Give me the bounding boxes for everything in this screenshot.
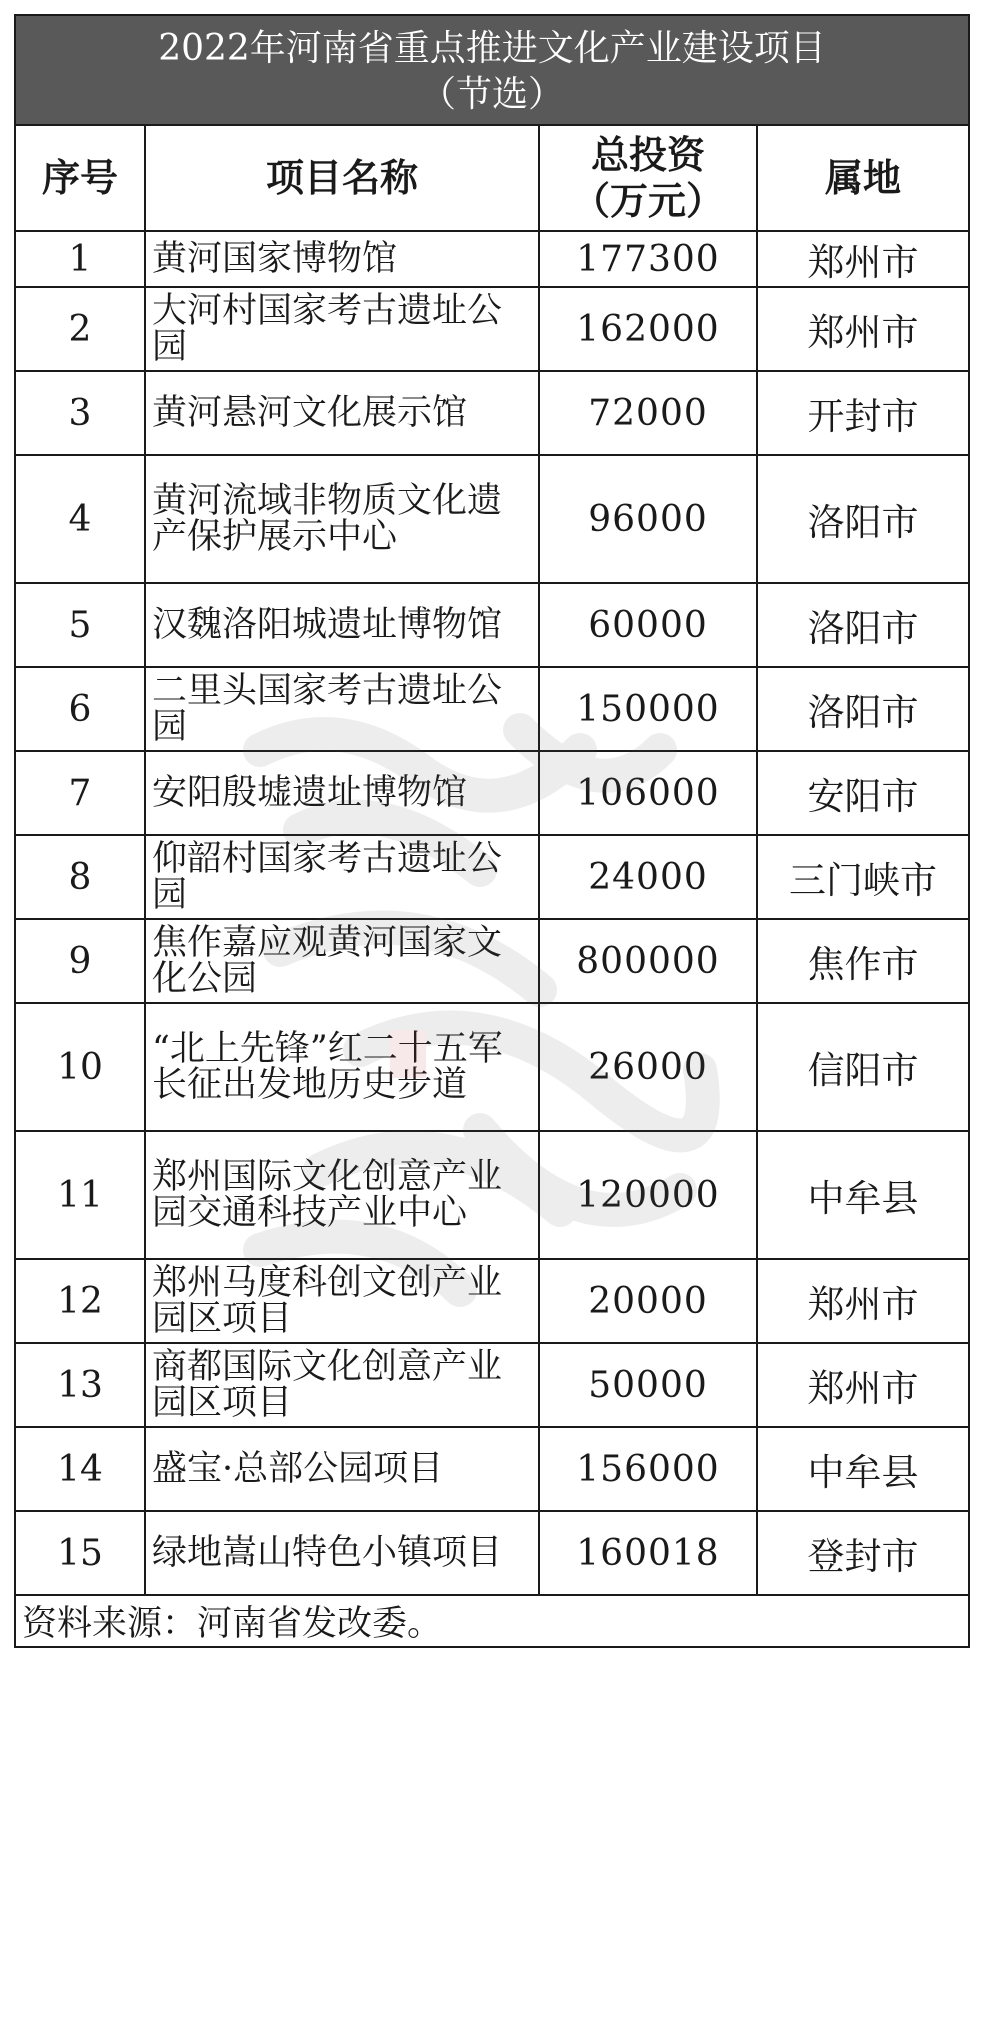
row-investment: 50000 xyxy=(539,1343,757,1427)
row-location: 中牟县 xyxy=(757,1427,969,1511)
row-index: 7 xyxy=(15,751,145,835)
row-location: 开封市 xyxy=(757,371,969,455)
table-row xyxy=(15,287,969,371)
row-index: 12 xyxy=(15,1259,145,1343)
table-row xyxy=(15,1003,969,1131)
row-investment: 106000 xyxy=(539,751,757,835)
row-project-name: 郑州国际文化创意产业园交通科技产业中心 xyxy=(145,1131,539,1259)
row-project-name: 汉魏洛阳城遗址博物馆 xyxy=(145,583,539,667)
row-index: 6 xyxy=(15,667,145,751)
row-location: 中牟县 xyxy=(757,1131,969,1259)
row-investment: 96000 xyxy=(539,455,757,583)
row-index: 8 xyxy=(15,835,145,919)
row-index: 5 xyxy=(15,583,145,667)
row-index: 15 xyxy=(15,1511,145,1595)
row-project-name: 黄河悬河文化展示馆 xyxy=(145,371,539,455)
row-index: 10 xyxy=(15,1003,145,1131)
table-row xyxy=(15,455,969,583)
table-row xyxy=(15,371,969,455)
row-project-name: 盛宝·总部公园项目 xyxy=(145,1427,539,1511)
row-investment: 162000 xyxy=(539,287,757,371)
table-row xyxy=(15,1131,969,1259)
row-project-name: 绿地嵩山特色小镇项目 xyxy=(145,1511,539,1595)
row-investment: 160018 xyxy=(539,1511,757,1595)
header-name: 项目名称 xyxy=(145,125,539,231)
row-investment: 150000 xyxy=(539,667,757,751)
row-location: 三门峡市 xyxy=(757,835,969,919)
row-index: 13 xyxy=(15,1343,145,1427)
table-row xyxy=(15,919,969,1003)
row-location: 郑州市 xyxy=(757,1259,969,1343)
table-row xyxy=(15,1427,969,1511)
table-row xyxy=(15,1511,969,1595)
row-location: 洛阳市 xyxy=(757,667,969,751)
row-investment: 177300 xyxy=(539,231,757,287)
row-project-name: 商都国际文化创意产业园区项目 xyxy=(145,1343,539,1427)
table-title-line2: （节选） xyxy=(419,74,564,115)
row-location: 郑州市 xyxy=(757,287,969,371)
source-note: 资料来源：河南省发改委。 xyxy=(15,1595,969,1647)
row-index: 3 xyxy=(15,371,145,455)
row-project-name: “北上先锋”红二十五军长征出发地历史步道 xyxy=(145,1003,539,1131)
row-index: 2 xyxy=(15,287,145,371)
table-body xyxy=(15,231,969,1595)
row-project-name: 仰韶村国家考古遗址公园 xyxy=(145,835,539,919)
row-location: 郑州市 xyxy=(757,231,969,287)
table-row xyxy=(15,1259,969,1343)
row-investment: 24000 xyxy=(539,835,757,919)
row-investment: 60000 xyxy=(539,583,757,667)
project-table xyxy=(14,14,970,1648)
row-location: 郑州市 xyxy=(757,1343,969,1427)
row-index: 11 xyxy=(15,1131,145,1259)
table-row xyxy=(15,751,969,835)
row-location: 安阳市 xyxy=(757,751,969,835)
table-row xyxy=(15,667,969,751)
row-index: 9 xyxy=(15,919,145,1003)
row-location: 信阳市 xyxy=(757,1003,969,1131)
project-table-sheet xyxy=(14,14,968,1648)
table-title-line1: 2022年河南省重点推进文化产业建设项目 xyxy=(158,28,826,69)
table-row xyxy=(15,835,969,919)
table-row xyxy=(15,583,969,667)
title-row xyxy=(15,15,969,125)
row-index: 14 xyxy=(15,1427,145,1511)
row-investment: 120000 xyxy=(539,1131,757,1259)
row-investment: 156000 xyxy=(539,1427,757,1511)
row-project-name: 黄河流域非物质文化遗产保护展示中心 xyxy=(145,455,539,583)
row-index: 4 xyxy=(15,455,145,583)
header-investment-line2: （万元） xyxy=(571,178,724,223)
header-investment xyxy=(539,125,757,231)
row-location: 登封市 xyxy=(757,1511,969,1595)
table-row xyxy=(15,231,969,287)
row-project-name: 郑州马度科创文创产业园区项目 xyxy=(145,1259,539,1343)
row-investment: 26000 xyxy=(539,1003,757,1131)
source-row xyxy=(15,1595,969,1647)
row-investment: 72000 xyxy=(539,371,757,455)
row-investment: 20000 xyxy=(539,1259,757,1343)
row-project-name: 焦作嘉应观黄河国家文化公园 xyxy=(145,919,539,1003)
row-location: 洛阳市 xyxy=(757,455,969,583)
row-project-name: 黄河国家博物馆 xyxy=(145,231,539,287)
table-title xyxy=(15,15,969,125)
row-investment: 800000 xyxy=(539,919,757,1003)
header-location: 属地 xyxy=(757,125,969,231)
table-row xyxy=(15,1343,969,1427)
header-investment-line1: 总投资 xyxy=(590,132,705,177)
row-location: 焦作市 xyxy=(757,919,969,1003)
row-project-name: 安阳殷墟遗址博物馆 xyxy=(145,751,539,835)
row-location: 洛阳市 xyxy=(757,583,969,667)
row-index: 1 xyxy=(15,231,145,287)
row-project-name: 二里头国家考古遗址公园 xyxy=(145,667,539,751)
row-project-name: 大河村国家考古遗址公园 xyxy=(145,287,539,371)
header-index: 序号 xyxy=(15,125,145,231)
header-row xyxy=(15,125,969,231)
